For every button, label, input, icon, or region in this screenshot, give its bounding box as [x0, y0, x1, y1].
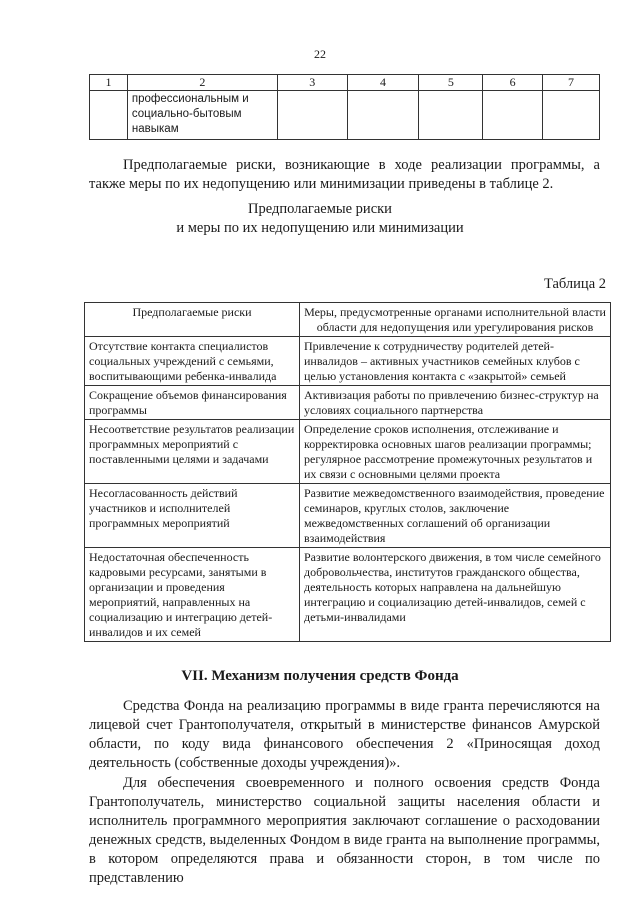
table-cell — [543, 91, 600, 140]
table-row — [85, 484, 611, 548]
page-number: 22 — [314, 47, 326, 61]
risk-cell: Недостаточная обеспеченность кадровыми ресурсами, занятыми в организации и проведения мероприятий, направленных на социализацию и интеграцию детей-инвалидов и их семей — [85, 548, 300, 642]
table-cell: профессиональным и социально-бытовым навыкам — [127, 91, 277, 140]
measure-cell: Определение сроков исполнения, отслеживание и корректировка основных шагов реализации программы; регулярное рассмотрение промежуточных результатов и их связи с основными целями проекта — [300, 420, 611, 484]
table-header-row — [90, 75, 600, 91]
column-number: 4 — [347, 75, 419, 91]
table-cell — [419, 91, 483, 140]
risk-cell: Несогласованность действий участников и исполнителей программных мероприятий — [85, 484, 300, 548]
table-row — [85, 386, 611, 420]
measure-cell: Активизация работы по привлечению бизнес-структур на условиях социального партнерства — [300, 386, 611, 420]
table-cell — [347, 91, 419, 140]
risk-cell: Сокращение объемов финансирования программы — [85, 386, 300, 420]
table-header-row — [85, 303, 611, 337]
paragraph-agreement: Для обеспечения своевременного и полного освоения средств Фонда Грантополучатель, министерство социальной защиты населения области и исполнитель программного мероприятия заключают соглашение о расходовании денежных средств, выделенных Фондом в виде гранта на выполнение программы, в котором определяются права и обязанности сторон, в том числе по представлению — [89, 775, 600, 886]
table-row — [85, 337, 611, 386]
column-number: 7 — [543, 75, 600, 91]
table-row — [85, 548, 611, 642]
table-label: Таблица 2 — [543, 276, 606, 292]
header-risks: Предполагаемые риски — [85, 303, 300, 337]
intro-paragraph: Предполагаемые риски, возникающие в ходе реализации программы, а также меры по их недопущению или минимизации приведены в таблице 2. — [89, 157, 600, 192]
paragraph-grant-transfer: Средства Фонда на реализацию программы в виде гранта перечисляются на лицевой счет Грантополучателя, открытый в министерстве финансов Амурской области, по коду вида финансового обеспечения 2 «Приносящая доход деятельность (собственные доходы учреждения)». — [89, 698, 600, 771]
table-title-line-1: Предполагаемые риски — [248, 201, 392, 217]
column-number: 1 — [90, 75, 128, 91]
table-row — [90, 91, 600, 140]
measure-cell: Развитие волонтерского движения, в том числе семейного добровольчества, институтов гражданского общества, деятельность которых направлена на дальнейшую интеграцию и социализацию детей-инвалидов, семей с детьми-инвалидами — [300, 548, 611, 642]
risks-table — [84, 302, 611, 642]
measure-cell: Привлечение к сотрудничеству родителей детей-инвалидов – активных участников семейных клубов с целью установления контакта с «закрытой» семьей — [300, 337, 611, 386]
table-title-line-2: и меры по их недопущению или минимизации — [176, 220, 464, 236]
table-continued — [89, 74, 600, 140]
measure-cell: Развитие межведомственного взаимодействия, проведение семинаров, круглых столов, заключение межведомственных соглашений об организации взаимодействия — [300, 484, 611, 548]
header-measures: Меры, предусмотренные органами исполнительной власти области для недопущения или урегулирования рисков — [300, 303, 611, 337]
table-row — [85, 420, 611, 484]
column-number: 5 — [419, 75, 483, 91]
section-heading: VII. Механизм получения средств Фонда — [181, 668, 459, 684]
risk-cell: Несоответствие результатов реализации программных мероприятий с поставленными целями и задачами — [85, 420, 300, 484]
table-cell — [277, 91, 347, 140]
column-number: 3 — [277, 75, 347, 91]
table-cell — [483, 91, 543, 140]
risk-cell: Отсутствие контакта специалистов социальных учреждений с семьями, воспитывающими ребенка-инвалида — [85, 337, 300, 386]
table-cell — [90, 91, 128, 140]
column-number: 6 — [483, 75, 543, 91]
column-number: 2 — [127, 75, 277, 91]
